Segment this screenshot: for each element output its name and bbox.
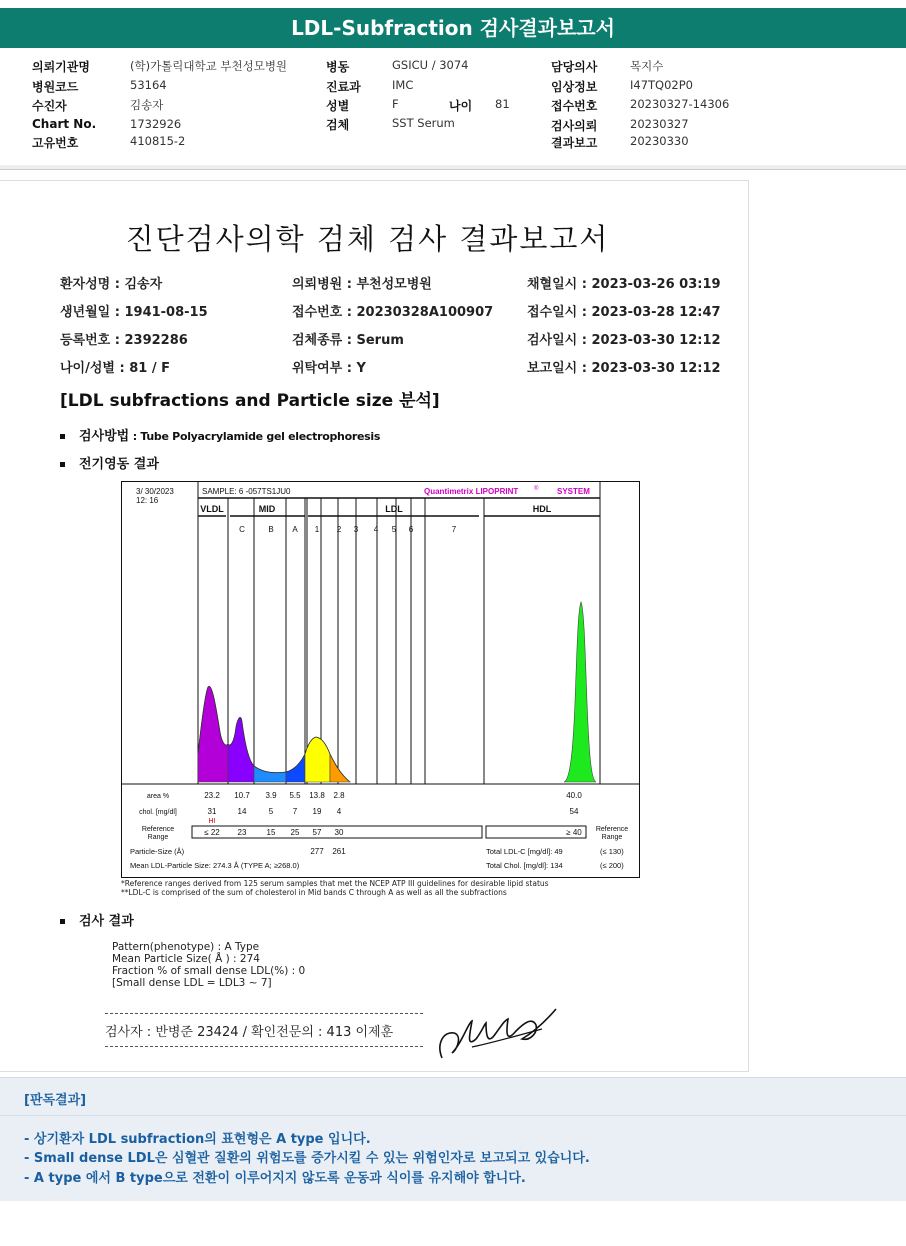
chart-sub-band-label: 6 (408, 525, 414, 534)
chart-sub-band-label: B (268, 525, 274, 534)
patient-info-field: 검체종류 : Serum (292, 333, 404, 348)
chart-group-label: HDL (532, 504, 552, 514)
header-divider (0, 165, 906, 170)
chol-row-label: chol. [mg/dl] (139, 809, 177, 816)
header-value: 410815-2 (130, 134, 186, 148)
header-value: 1732926 (130, 117, 182, 131)
chol-flag: HI (208, 818, 216, 825)
chol-value: 7 (292, 807, 298, 816)
header-value: IMC (392, 78, 414, 92)
area-value: 3.9 (265, 791, 277, 800)
chart-sample-id: SAMPLE: 6 -057TS1JU0 (202, 487, 291, 496)
chart-sub-band-label: A (292, 525, 298, 534)
chart-sub-band-label: 1 (314, 525, 320, 534)
chol-value: 54 (569, 807, 579, 816)
header-value: (학)가톨릭대학교 부천성모병원 (130, 59, 288, 73)
header-label: 검체 (326, 118, 350, 132)
lipoprint-chart (121, 481, 640, 878)
reference-value: 15 (266, 828, 276, 837)
reference-label-2: Range (147, 834, 169, 841)
method-label: 검사방법 (79, 429, 130, 444)
header-label: 병동 (326, 60, 350, 74)
reference-value: 23 (237, 828, 247, 837)
chol-value: 19 (312, 807, 322, 816)
area-value: 2.8 (333, 791, 345, 800)
mid-b-peak (254, 766, 286, 782)
chart-brand: Quantimetrix LIPOPRINT (424, 487, 519, 496)
interpretation-line-3: - A type 에서 B type으로 전환이 이루어지지 않도록 운동과 식이를 유지해야 합니다. (24, 1171, 526, 1186)
chol-value: 14 (237, 807, 247, 816)
lab-report-title: 진단검사의학 검체 검사 결과보고서 (125, 222, 610, 256)
chol-value: 31 (207, 807, 217, 816)
patient-info-field: 접수번호 : 20230328A100907 (292, 305, 494, 320)
reference-label-right-2: Range (601, 834, 623, 841)
total-chol-ref: (≤ 200) (600, 861, 624, 870)
bullet-icon (60, 919, 65, 924)
header-value: 81 (495, 97, 510, 111)
reference-label-right: Reference (595, 826, 629, 833)
mid-a-peak (286, 754, 305, 782)
area-value: 5.5 (289, 791, 301, 800)
chart-footnote (121, 879, 549, 897)
patient-info-field: 나이/성별 : 81 / F (60, 361, 171, 376)
patient-info-field: 위탁여부 : Y (292, 361, 366, 376)
hdl-peak (564, 602, 596, 782)
chart-sub-band-label: 2 (336, 525, 342, 534)
header-label: 의뢰기관명 (32, 60, 90, 74)
header-label: 수진자 (32, 99, 67, 113)
bullet-icon (60, 434, 65, 439)
result-mean-size: Mean Particle Size( Å ) : 274 (112, 953, 260, 965)
header-label: 고유번호 (32, 136, 79, 150)
total-ldl-c-ref: (≤ 130) (600, 847, 624, 856)
interpretation-header (0, 1078, 906, 1116)
result-pattern: Pattern(phenotype) : A Type (112, 941, 260, 953)
electrophoresis-label: 전기영동 결과 (79, 457, 159, 472)
chart-sub-band-label: 7 (451, 525, 457, 534)
reference-label: Reference (141, 826, 175, 833)
reference-value: ≥ 40 (566, 828, 582, 837)
header-label: Chart No. (32, 117, 97, 131)
result-line (60, 910, 134, 929)
electrophoresis-plot (122, 482, 639, 877)
header-value: 20230327-14306 (630, 97, 730, 111)
chart-time: 12: 16 (136, 496, 159, 505)
patient-info-field: 채혈일시 : 2023-03-26 03:19 (527, 277, 721, 292)
patient-info-field: 검사일시 : 2023-03-30 12:12 (527, 333, 721, 348)
header-label: 성별 (326, 99, 350, 113)
header-value: F (392, 97, 399, 111)
total-ldl-c: Total LDL-C [mg/dl]: 49 (486, 847, 563, 856)
header-value: 20230327 (630, 117, 689, 131)
reference-value: 57 (312, 828, 322, 837)
chart-sub-band-label: 3 (353, 525, 359, 534)
interpretation-heading: [판독결과] (24, 1093, 87, 1108)
header-value: SST Serum (392, 116, 455, 130)
header-value: 53164 (130, 78, 167, 92)
chart-date: 3/ 30/2023 (136, 487, 174, 496)
chol-value: 5 (268, 807, 274, 816)
header-label: 검사의뢰 (551, 119, 598, 133)
header-label: 진료과 (326, 80, 361, 94)
method-line (60, 425, 380, 444)
analysis-section-title: [LDL subfractions and Particle size 분석] (60, 391, 440, 411)
reference-value: 30 (334, 828, 344, 837)
reference-value: 25 (290, 828, 300, 837)
vldl-peak (198, 686, 228, 782)
header-value: 목지수 (630, 59, 664, 73)
patient-info-field: 생년월일 : 1941-08-15 (60, 305, 208, 320)
chart-sub-band-label: C (239, 525, 245, 534)
result-sdldl-definition: [Small dense LDL = LDL3 ~ 7] (112, 977, 272, 989)
interpretation-line-1: - 상기환자 LDL subfraction의 표현형은 A type 입니다. (24, 1132, 371, 1147)
area-row-label: area % (146, 793, 170, 800)
header-label: 담당의사 (551, 60, 598, 74)
header-label: 접수번호 (551, 99, 598, 113)
patient-info-field: 접수일시 : 2023-03-28 12:47 (527, 305, 721, 320)
result-sdldl-fraction: Fraction % of small dense LDL(%) : 0 (112, 965, 306, 977)
report-title: LDL-Subfraction 검사결과보고서 (291, 16, 615, 40)
header-label: 병원코드 (32, 80, 79, 94)
method-value: : Tube Polyacrylamide gel electrophoresis (129, 430, 381, 443)
patient-header (0, 50, 906, 166)
chart-brand-suffix: SYSTEM (557, 487, 590, 496)
header-label: 임상정보 (551, 80, 598, 94)
header-value: 김송자 (130, 98, 164, 112)
chart-sub-band-label: 5 (391, 525, 397, 534)
lab-report-document (0, 180, 749, 1072)
patient-info-field: 의뢰병원 : 부천성모병원 (292, 277, 432, 292)
header-label: 나이 (449, 99, 473, 113)
particle-size-label: Particle-Size (Å) (130, 847, 185, 856)
header-label: 결과보고 (551, 136, 598, 150)
chart-group-label: LDL (385, 504, 403, 514)
bullet-icon (60, 462, 65, 467)
patient-info-field: 환자성명 : 김송자 (60, 277, 163, 292)
header-value: 20230330 (630, 134, 689, 148)
header-value: I47TQ02P0 (630, 78, 693, 92)
chol-value: 4 (336, 807, 342, 816)
ldl2-peak (330, 754, 350, 782)
header-value: GSICU / 3074 (392, 58, 469, 72)
examiner-line: 검사자 : 반병준 23424 / 확인전문의 : 413 이제훈 (105, 1025, 394, 1040)
interpretation-line-2: - Small dense LDL은 심혈관 질환의 위험도를 증가시킬 수 있는 위험인자로 보고되고 있습니다. (24, 1151, 590, 1166)
chart-group-label: MID (258, 504, 276, 514)
result-label: 검사 결과 (79, 914, 134, 929)
total-chol: Total Chol. [mg/dl]: 134 (486, 861, 563, 870)
result-summary (112, 941, 305, 989)
chart-sub-band-label: 4 (373, 525, 379, 534)
patient-info-field: 등록번호 : 2392286 (60, 333, 188, 348)
area-value: 10.7 (234, 791, 250, 800)
area-value: 13.8 (309, 791, 325, 800)
reference-value: ≤ 22 (204, 828, 220, 837)
particle-size-value: 261 (332, 847, 346, 856)
signature-image (432, 1003, 562, 1077)
particle-size-value: 277 (310, 847, 324, 856)
footnote-ldl-c: **LDL-C is comprised of the sum of cholesterol in Mid bands C through A as well as all the subfractions (121, 888, 507, 897)
mid-c-peak (228, 717, 254, 782)
interpretation-panel (0, 1077, 906, 1201)
report-title-bar (0, 8, 906, 48)
footnote-reference-ranges: *Reference ranges derived from 125 serum samples that met the NCEP ATP III guidelines for desirable lipid status (121, 879, 549, 888)
patient-info-field: 보고일시 : 2023-03-30 12:12 (527, 361, 721, 376)
signature-divider-bottom (105, 1046, 423, 1047)
chart-brand-reg: ® (534, 486, 539, 492)
area-value: 40.0 (566, 791, 582, 800)
electrophoresis-line (60, 453, 159, 472)
area-value: 23.2 (204, 791, 220, 800)
mean-ldl-size: Mean LDL-Particle Size: 274.3 Å (TYPE A; ≥268.0) (130, 861, 300, 870)
chart-group-label: VLDL (200, 504, 224, 514)
signature-divider-top (105, 1013, 423, 1014)
